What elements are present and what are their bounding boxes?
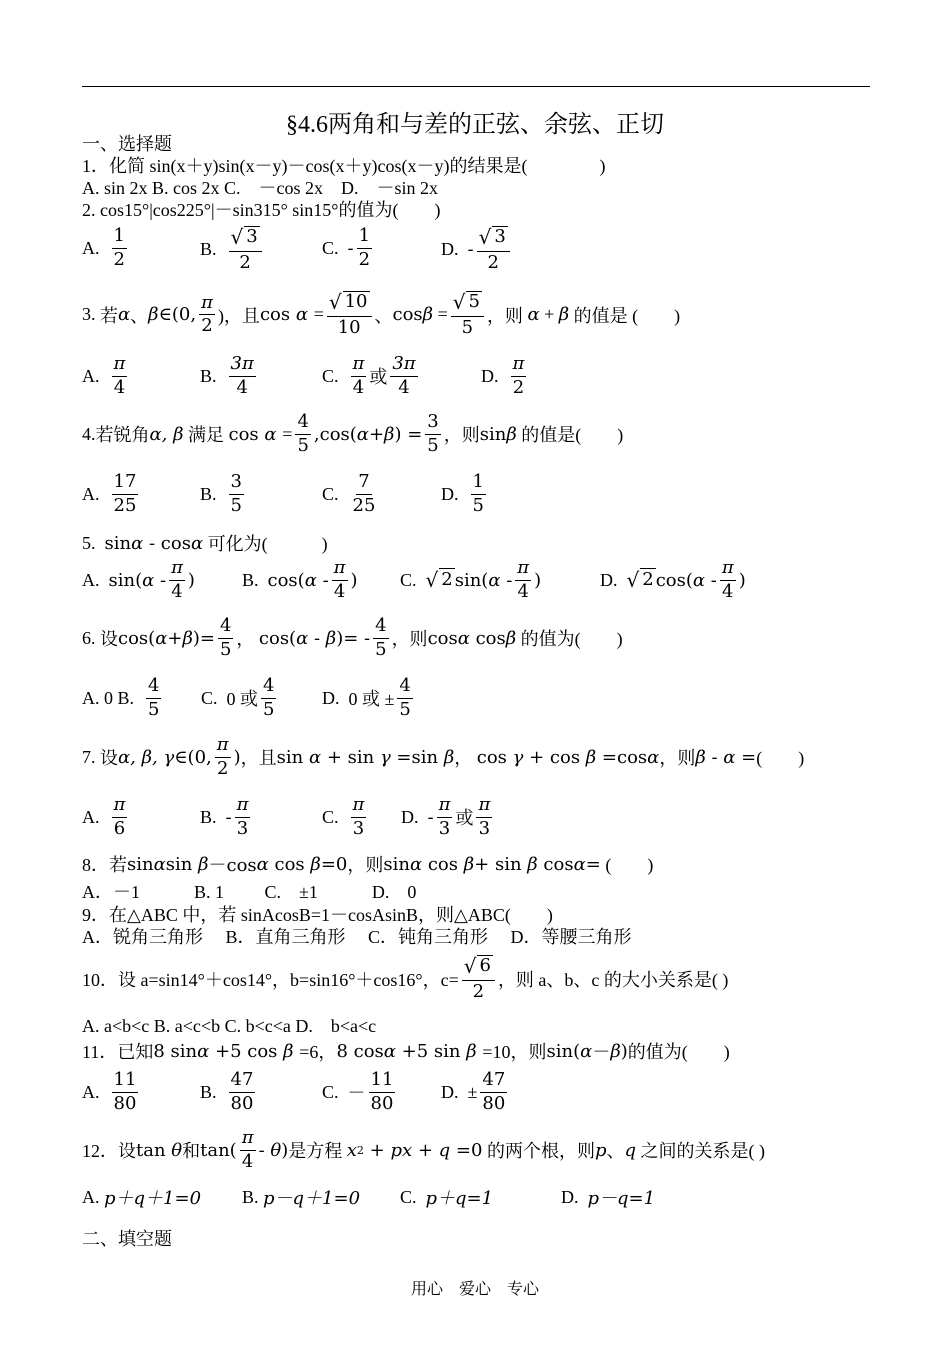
section-choice-heading: 一、选择题 <box>82 134 172 154</box>
q3-option-c: C. $\frac{\pi}{4}$ 或 $\frac{3\pi}{4}$ <box>322 353 416 398</box>
q5-option-b: B. cos( α - $\frac{\pi}{4}$ ) <box>242 557 358 602</box>
q4-option-c: C. $\frac{7}{25}$ <box>322 471 376 516</box>
q5-stem: 5. sin α - cos α 可化为( ) <box>82 532 328 554</box>
q1-stem: 1．化简 sin(x＋y)sin(x－y)－cos(x＋y)cos(x－y)的结果是( ) <box>82 156 606 176</box>
q10-stem: 10．设 a=sin14°＋cos14°，b=sin16°＋cos16°，c= √ 6 2 ，则 a、b、c 的大小关系是( ) <box>82 954 729 1002</box>
q7-option-b: B. - $\frac{\pi}{3}$ <box>200 794 249 839</box>
q12-option-a: A. p＋q＋1=0 <box>82 1186 202 1209</box>
q6-stem: 6. 设 cos( α + β )= $\frac{4}{5}$ ， cos( α - β )= - $\frac{4}{5}$ ，则 cos α cos β 的值为( ) <box>82 615 623 660</box>
q5-option-a: A. sin( α - $\frac{\pi}{4}$ ) <box>82 557 195 602</box>
q11-option-d: D. ± $\frac{47}{80}$ <box>441 1069 506 1114</box>
q4-option-d: D. $\frac{1}{5}$ <box>441 471 484 516</box>
q11-option-b: B. $\frac{47}{80}$ <box>200 1069 254 1114</box>
q7-option-d: D. - $\frac{\pi}{3}$ 或 $\frac{\pi}{3}$ <box>401 794 491 839</box>
q11-option-a: A. $\frac{11}{80}$ <box>82 1069 137 1114</box>
q2-option-a: A. $\frac{1}{2}$ <box>82 225 125 270</box>
page-footer: 用心 爱心 专心 <box>410 1281 539 1298</box>
q4-option-a: A. $\frac{17}{25}$ <box>82 471 137 516</box>
q6-option-c: C. 0 或 $\frac{4}{5}$ <box>201 675 275 720</box>
q4-stem: 4. 若锐角 α, β 满足 cos α = $\frac{4}{5}$ ,cos( α + β ) = $\frac{3}{5}$ ，则 sin β 的值是( ) <box>82 411 624 456</box>
q8-options: A．－1 B. 1 C. ±1 D. 0 <box>82 882 417 902</box>
q2-stem: 2. cos15°|cos225°|－sin315° sin15°的值为( ) <box>82 200 441 220</box>
q5-option-c: C. √ 2 sin( α - $\frac{\pi}{4}$ ) <box>400 557 542 602</box>
q3-option-a: A. $\frac{\pi}{4}$ <box>82 353 126 398</box>
q2-option-b: B. √ 3 2 <box>200 226 265 273</box>
q8-stem: 8．若 sin α sin β －cos α cos β =0 ，则 sin α cos β + sin β cos α = ( ) <box>82 853 654 876</box>
q6-option-ab: A. 0 B. $\frac{4}{5}$ <box>82 675 160 720</box>
q12-stem: 12．设 tan θ 和 tan( $\frac{\pi}{4}$ - θ ) 是方程 x 2 + px + q =0 的两个根，则 p 、 q 之间的关系是( ) <box>82 1127 766 1172</box>
q11-stem: 11．已知 8 sin α +5 cos β =6， 8 cos α +5 sin β =10，则 sin( α － β ) 的值为( ) <box>82 1040 730 1063</box>
q3-option-b: B. $\frac{3\pi}{4}$ <box>200 353 254 398</box>
page-title: §4.6两角和与差的正弦、余弦、正切 <box>286 112 664 138</box>
q5-option-d: D. √ 2 cos( α - $\frac{\pi}{4}$ ) <box>600 557 746 602</box>
q7-option-c: C. $\frac{\pi}{3}$ <box>322 794 365 839</box>
q6-option-d: D. 0 或 ± $\frac{4}{5}$ <box>322 675 411 720</box>
q3-stem: 3. 若 α 、 β ∈(0, $\frac{\pi}{2}$ )，且 cos α = √ 10 10 、 cos β = √ 5 5 ，则 α + β 的值是 ( ) <box>82 290 681 338</box>
q9-stem: 9．在△ABC 中，若 sinAcosB=1－cosAsinB，则△ABC( ) <box>82 905 553 925</box>
q9-options: A．锐角三角形 B．直角三角形 C．钝角三角形 D．等腰三角形 <box>82 927 632 947</box>
q2-option-d: D. - √ 3 2 <box>441 226 513 273</box>
q12-option-d: D. p－q=1 <box>561 1186 656 1209</box>
q12-option-c: C. p＋q=1 <box>400 1186 494 1209</box>
q11-option-c: C. － $\frac{11}{80}$ <box>322 1069 394 1114</box>
q7-stem: 7. 设 α, β, γ ∈(0, $\frac{\pi}{2}$ ) ，且 sin α + sin γ =sin β ， cos γ + cos β =cos α ，则 β - α = ( ) <box>82 734 805 779</box>
q7-option-a: A. $\frac{\pi}{6}$ <box>82 794 126 839</box>
q4-option-b: B. $\frac{3}{5}$ <box>200 471 242 516</box>
q12-option-b: B. p－q＋1=0 <box>242 1186 361 1209</box>
section-fill-heading: 二、填空题 <box>82 1229 172 1249</box>
q3-option-d: D. $\frac{\pi}{2}$ <box>481 353 525 398</box>
q10-options: A. a<b<c B. a<c<b C. b<c<a D. b<a<c <box>82 1016 377 1036</box>
q2-option-c: C. - $\frac{1}{2}$ <box>322 225 371 270</box>
q1-options: A. sin 2x B. cos 2x C. －cos 2x D. －sin 2x <box>82 178 439 198</box>
header-rule <box>82 86 870 87</box>
